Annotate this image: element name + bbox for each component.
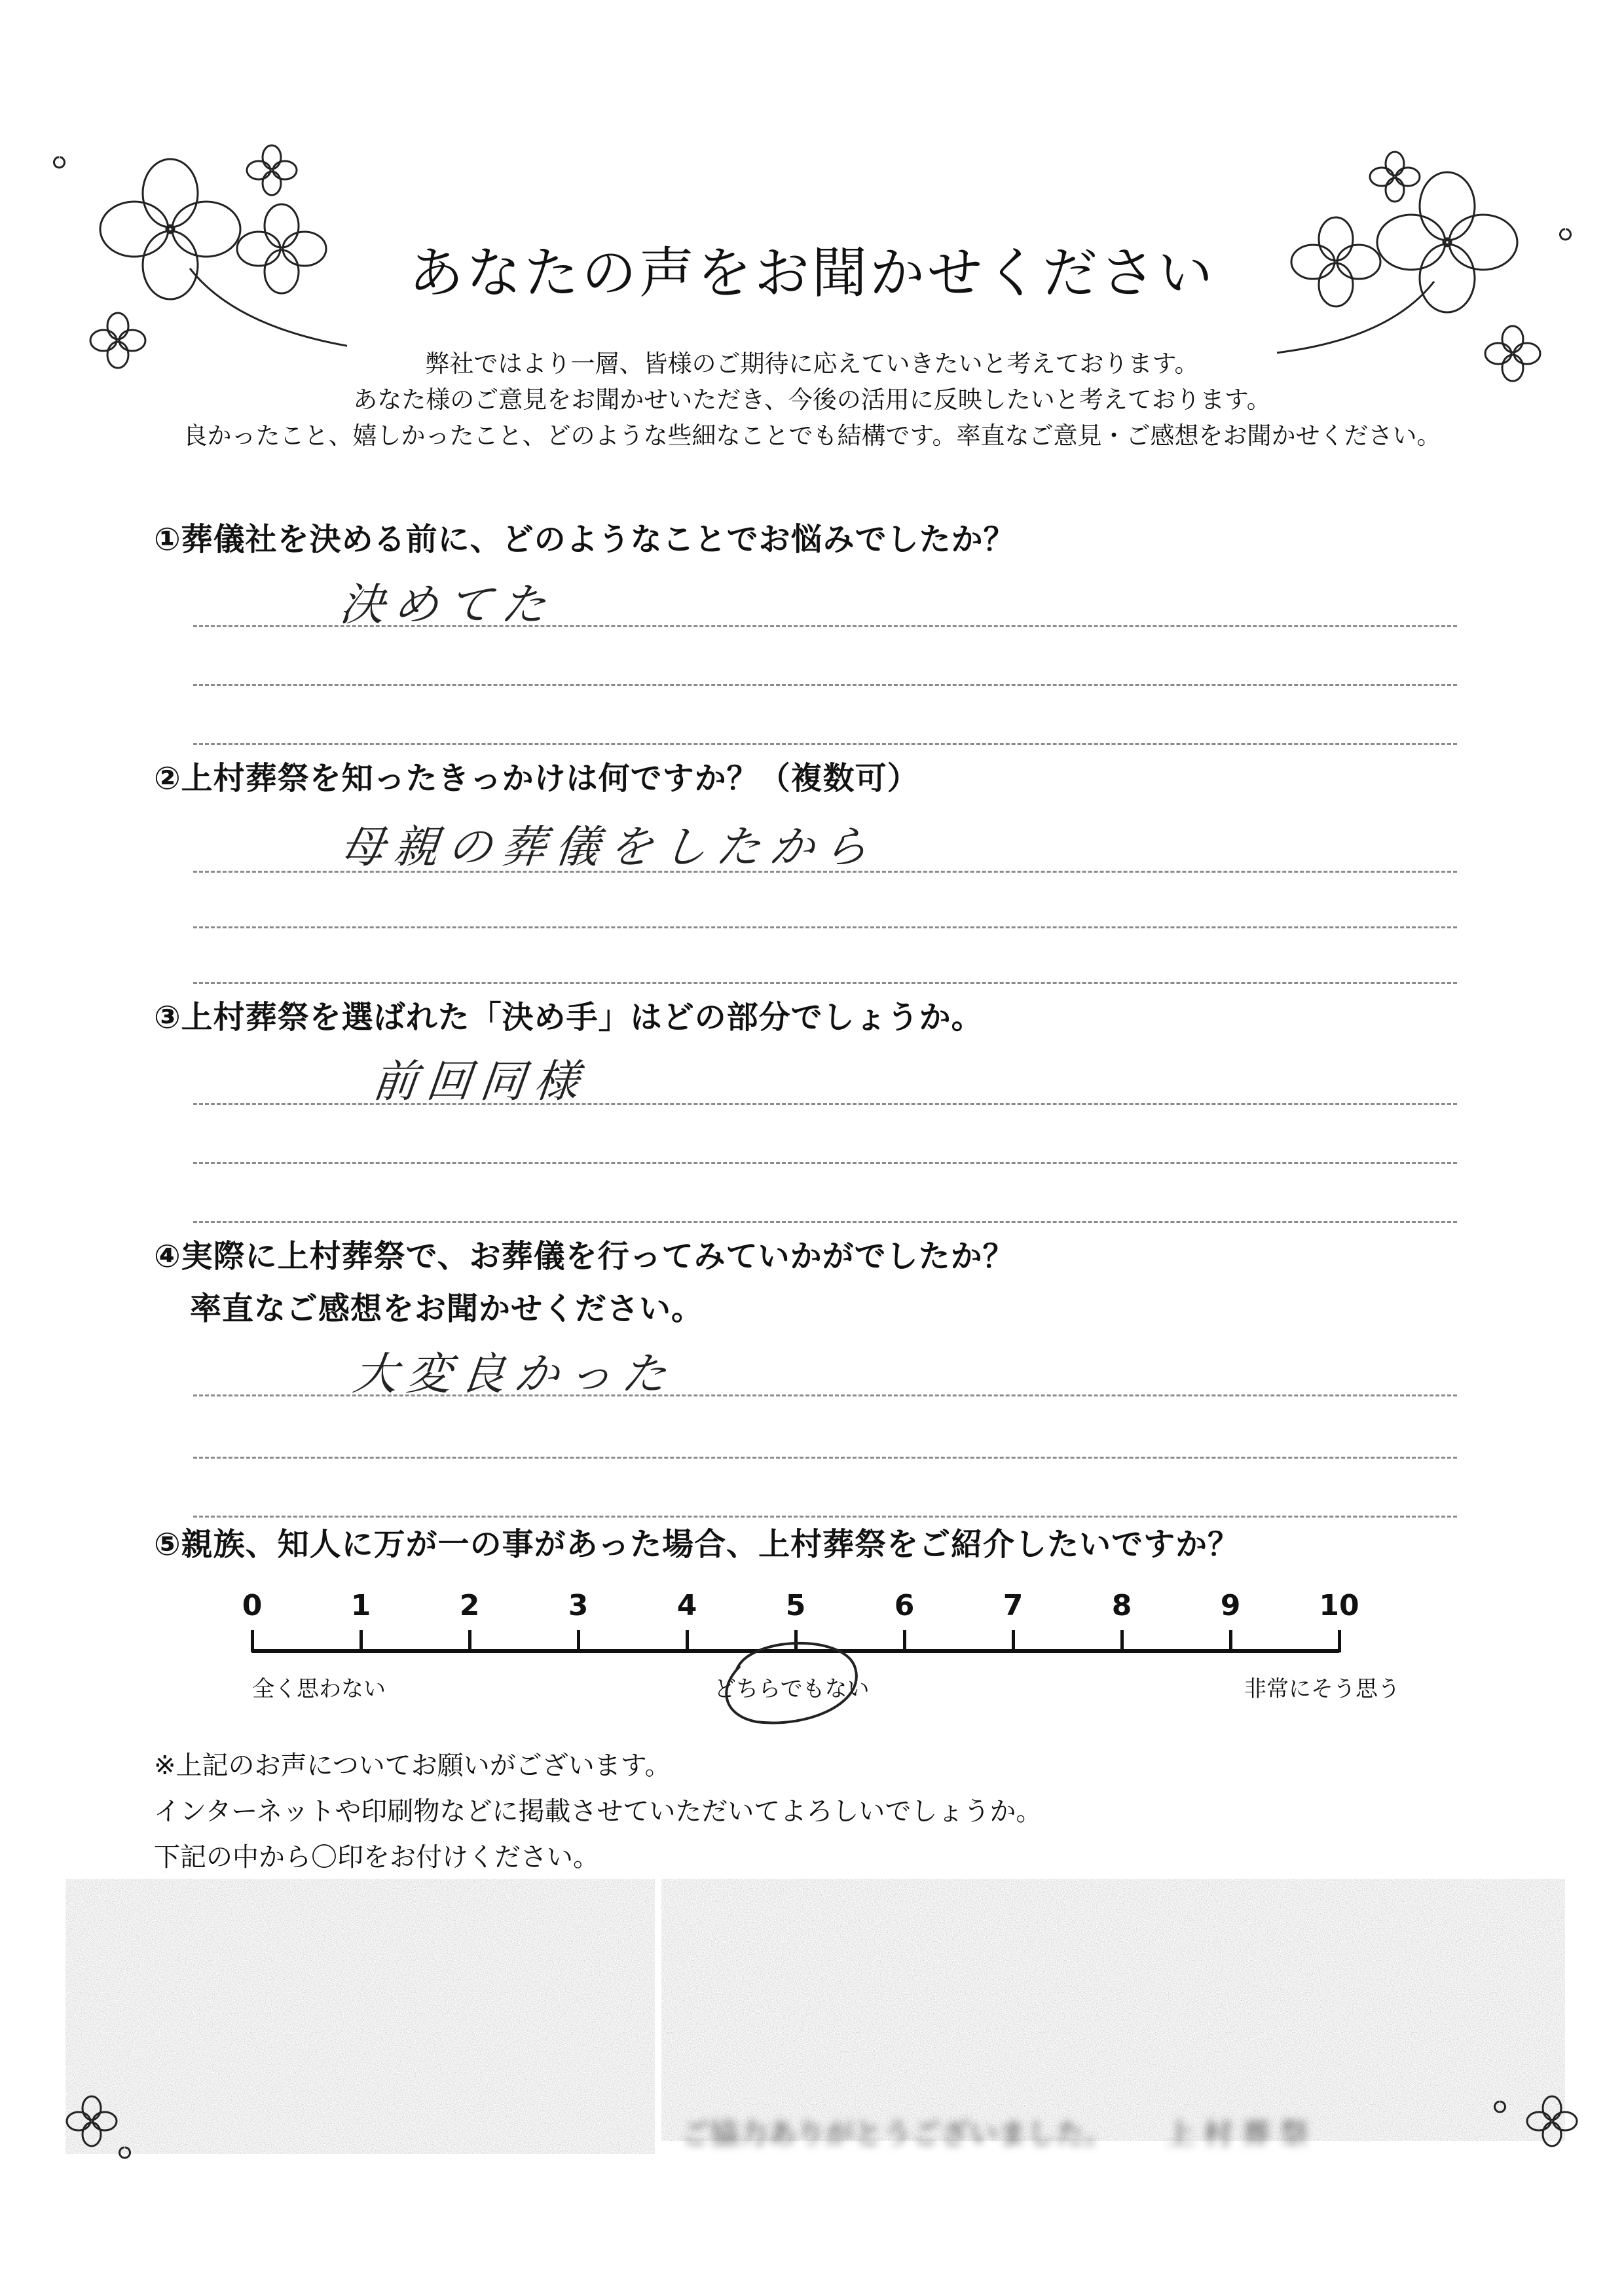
page-title: あなたの声をお聞かせください [408, 241, 1215, 305]
answer-rule [193, 1394, 1457, 1396]
scale-high-label: 非常にそう思う [1244, 1676, 1400, 1702]
note-line-2: インターネットや印刷物などに掲載させていただいてよろしいでしょうか。 [154, 1796, 1043, 1827]
scale-number: 5 [785, 1589, 806, 1622]
scale-tick [577, 1630, 580, 1652]
scale-number: 2 [459, 1589, 480, 1622]
intro-line-3: 良かったこと、嬉しかったこと、どのような些細なことでも結構です。率直なご意見・ご感想をお聞かせください。 [183, 422, 1441, 450]
answer-rule [193, 926, 1457, 928]
scale-number: 4 [676, 1589, 697, 1622]
scale-tick [251, 1630, 254, 1652]
answer-rule [193, 1103, 1457, 1105]
scale-tick [903, 1630, 906, 1652]
scale-number: 8 [1111, 1589, 1132, 1622]
answer-rule [193, 743, 1457, 745]
scale-tick [1229, 1630, 1232, 1652]
scale-number: 7 [1003, 1589, 1024, 1622]
question-5: ⑤親族、知人に万が一の事があった場合、上村葬祭をご紹介したいですか？ [154, 1526, 1240, 1563]
scale-number: 0 [242, 1589, 263, 1622]
redacted-area-right [661, 1879, 1565, 2141]
question-4-line-2: 率直なご感想をお聞かせください。 [190, 1290, 704, 1327]
answer-rule [193, 871, 1457, 873]
scale-number: 6 [894, 1589, 915, 1622]
scale-mid-label: どちらでもない [714, 1676, 870, 1702]
note-line-3: 下記の中から〇印をお付けください。 [154, 1842, 599, 1872]
question-4: ④実際に上村葬祭で、お葬儀を行ってみていかがでしたか？ [154, 1238, 1015, 1275]
answer-rule [193, 1162, 1457, 1164]
corner-clover-bottom-left [52, 2075, 183, 2160]
question-1: ①葬儀社を決める前に、どのようなことでお悩みでしたか？ [154, 521, 1016, 558]
answer-rule [193, 1221, 1457, 1223]
answer-rule [193, 1457, 1457, 1459]
answer-rule [193, 982, 1457, 984]
note-line-1: ※上記のお声についてお願いがございます。 [154, 1751, 671, 1781]
scale-number: 1 [350, 1589, 371, 1622]
footer-company: 上村葬祭 [1166, 2117, 1318, 2151]
answer-rule [193, 684, 1457, 686]
scale-tick [468, 1630, 471, 1652]
scale-tick [1120, 1630, 1124, 1652]
scale-number: 10 [1319, 1589, 1359, 1622]
scale-number: 9 [1220, 1589, 1241, 1622]
answer-2-handwriting: 母親の葬儀をしたから [337, 822, 880, 873]
answer-3-handwriting: 前回同様 [370, 1056, 591, 1108]
scale-number: 3 [568, 1589, 589, 1622]
scale-tick [1012, 1630, 1015, 1652]
intro-line-1: 弊社ではより一層、皆様のご期待に応えていきたいと考えております。 [425, 350, 1199, 378]
answer-rule [193, 1516, 1457, 1518]
selected-value-circle [710, 1630, 881, 1735]
scale-low-label: 全く思わない [252, 1676, 386, 1702]
scale-tick [1338, 1630, 1341, 1652]
answer-4-handwriting: 大変良かった [350, 1349, 678, 1400]
answer-1-handwriting: 決めてた [337, 579, 558, 631]
scale-tick [360, 1630, 363, 1652]
question-2: ②上村葬祭を知ったきっかけは何ですか？（複数可） [154, 760, 919, 797]
answer-rule [193, 625, 1457, 627]
footer-thanks: ご協力ありがとうございました。 [681, 2117, 1113, 2151]
scale-tick [686, 1630, 689, 1652]
intro-line-2: あなた様のご意見をお聞かせいただき、今後の活用に反映したいと考えております。 [353, 386, 1271, 414]
question-3: ③上村葬祭を選ばれた「決め手」はどの部分でしょうか。 [154, 999, 984, 1036]
corner-clover-bottom-right [1473, 2075, 1604, 2160]
